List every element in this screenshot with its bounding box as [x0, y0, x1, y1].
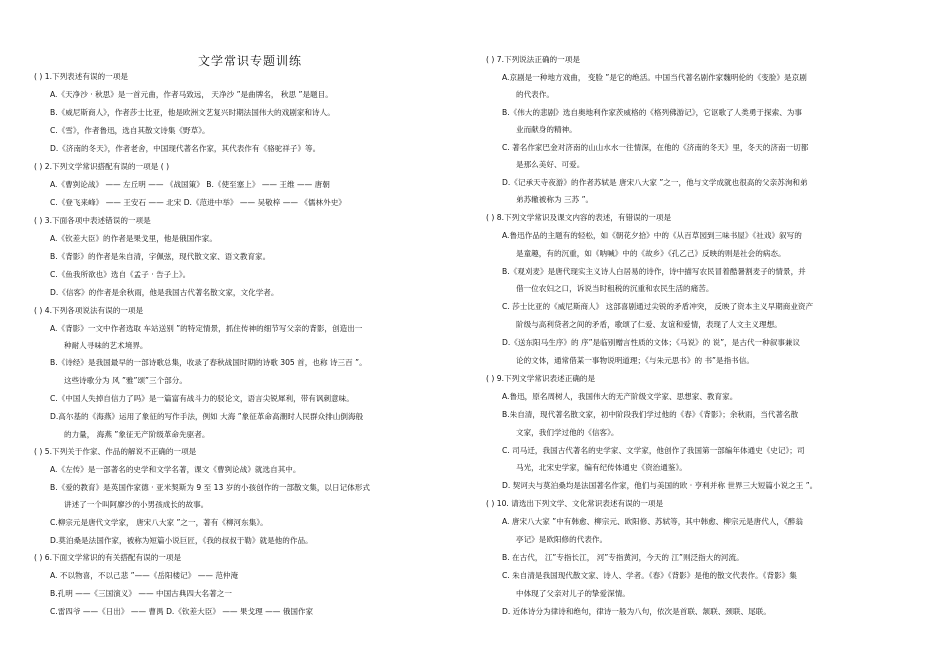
answer-option: D.《信客》的作者是余秋雨，他是我国古代著名散文家，文化学者。 — [50, 288, 279, 297]
option-continuation: 讲述了一个叫阿廖沙的小男孩成长的故事。 — [64, 500, 209, 509]
answer-option: C.《鱼我所欲也》选自《孟子 · 告子上》。 — [50, 270, 191, 279]
answer-option: B. 在古代， 江”专指长江， 河”专指黄河，今天的 江”则泛指大的河流。 — [502, 553, 744, 562]
option-continuation: 的代表作。 — [516, 90, 554, 99]
answer-option: B.《爱的教育》是英国作家德 · 亚米契斯为 9 至 13 岁的小孩创作的一部散文集，以日记体形式 — [50, 483, 370, 492]
question-stem: ( ) 5.下列关于作家、作品的解说不正确的一项是 — [34, 447, 197, 456]
option-continuation: 阶级与高利贷者之间的矛盾，歌颂了仁爱、友谊和爱情，表现了人文主义理想。 — [516, 320, 782, 329]
option-continuation: 亭记》是欧阳修的代表作。 — [516, 535, 608, 544]
answer-option: A.鲁迅作品的主题有的轻松，如《朝花夕拾》中的《从百草园到三味书屋》《社戏》叙写的 — [502, 231, 802, 240]
question-stem: ( ) 1.下列表述有误的一项是 — [34, 72, 128, 81]
answer-option: B.《诗经》是我国最早的一部诗歌总集，收录了春秋战国时期的诗歌 305 首，也称 诗三百 ”。 — [50, 358, 367, 367]
answer-option: C. 司马迁，我国古代著名的史学家、文学家，他创作了我国第一部编年体通史《史记》；司 — [502, 446, 805, 455]
answer-option: C.《雪》，作者鲁迅，选自其散文诗集《野草》。 — [50, 126, 210, 135]
answer-option: C.《登飞来峰》 —— 王安石 —— 北宋 D.《范进中举》 —— 吴敬梓 —— 《儒林外史》 — [50, 198, 346, 207]
answer-option: A.《背影》一文中作者选取 车站送别 ”的特定情景，抓住传神的细节写父亲的背影，创造出一 — [50, 324, 363, 333]
answer-option: D.高尔基的《海燕》运用了象征的写作手法，例如 大海 ”象征革命高潮时人民群众排山倒海般 — [50, 412, 364, 421]
answer-option: A. 不以物喜，不以己悲 ”——《岳阳楼记》 —— 范仲淹 — [50, 571, 239, 580]
page-title: 文学常识专题训练 — [198, 54, 303, 68]
answer-option: D.《记承天寺夜游》的作者苏轼是 唐宋八大家 ”之一，他与文学成就也很高的父亲苏洵和弟 — [502, 178, 808, 187]
answer-option: B.《威尼斯商人》，作者莎士比亚，他是欧洲文艺复兴时期法国伟大的戏剧家和诗人。 — [50, 108, 335, 117]
answer-option: D. 契诃夫与莫泊桑均是法国著名作家，他们与美国的欧 · 亨利并称 世界三大短篇小说之王 ”。 — [502, 481, 818, 490]
answer-option: A. 唐宋八大家 ”中有韩愈、柳宗元、欧阳修、苏轼等，其中韩愈、柳宗元是唐代人，《醉翁 — [502, 517, 803, 526]
option-continuation: 是童趣，有的沉重，如《呐喊》中的《故乡》《孔乙己》反映的则是社会的病态。 — [516, 249, 786, 258]
option-continuation: 这些诗歌分为 风 ”雅”颂”三个部分。 — [64, 376, 187, 385]
option-continuation: 弟苏辙被称为 三苏 ”。 — [516, 195, 594, 204]
option-continuation: 是那么美好、可爱。 — [516, 160, 585, 169]
option-continuation: 业而献身的精神。 — [516, 125, 577, 134]
answer-option: A.鲁迅，原名周树人，我国伟大的无产阶级文学家、思想家、教育家。 — [502, 392, 738, 401]
option-continuation: 种耐人寻味的艺术境界。 — [64, 341, 148, 350]
question-stem: ( ) 2.下列文学常识搭配有误的一项是 ( ) — [34, 162, 170, 171]
answer-option: D. 近体诗分为律诗和绝句，律诗一般为八句，依次是首联、颔联、颈联、尾联。 — [502, 607, 771, 616]
question-stem: ( ) 8.下列文学常识及课文内容的表述，有错误的一项是 — [486, 213, 672, 222]
answer-option: A.京剧是一种地方戏曲， 变脸 ”是它的绝活。中国当代著名剧作家魏明伦的《变脸》是京剧 — [502, 73, 807, 82]
answer-option: B.《背影》的作者是朱自清，字佩弦，现代散文家、语文教育家。 — [50, 252, 271, 261]
question-stem: ( ) 7.下列说法正确的一项是 — [486, 55, 580, 64]
answer-option: B.《观刈麦》是唐代现实主义诗人白居易的诗作，诗中描写农民冒着酷暑割麦子的情景，并 — [502, 267, 806, 276]
answer-option: A.《左传》是一部著名的史学和文学名著，课文《曹刿论战》就选自其中。 — [50, 465, 301, 474]
answer-option: D.莫泊桑是法国作家，被称为短篇小说巨匠，《我的叔叔于勒》就是他的作品。 — [50, 536, 313, 545]
option-continuation: 的力量， 海燕 ”象征无产阶级革命先驱者。 — [64, 430, 210, 439]
answer-option: B.朱自清，现代著名散文家，初中阶段我们学过他的《春》《背影》；余秋雨，当代著名散 — [502, 410, 799, 419]
answer-option: C. 莎士比亚的《威尼斯商人》 这部喜剧通过尖锐的矛盾冲突， 反映了资本主义早期商业资产 — [502, 302, 814, 311]
answer-option: A.《天净沙 · 秋思》是一首元曲，作者马致远， 天净沙 ”是曲牌名， 秋思 ”是题目。 — [50, 90, 333, 99]
option-continuation: 马光，北宋史学家，编有纪传体通史《资治通鉴》。 — [516, 463, 687, 472]
answer-option: C.《中国人失掉自信力了吗》是一篇富有战斗力的驳论文，语言尖锐犀利，带有讽刺意味。 — [50, 394, 354, 403]
answer-option: A.《曹刿论战》 —— 左丘明 —— 《战国策》 B.《使至塞上》 —— 王维 —— 唐朝 — [50, 180, 330, 189]
answer-option: B.《伟大的悲剧》选自奥地利作家茨威格的《格列佛游记》，它讴歌了人类勇于探索、为事 — [502, 108, 802, 117]
answer-option: C.柳宗元是唐代文学家， 唐宋八大家 ”之一，著有《柳河东集》。 — [50, 518, 268, 527]
answer-option: C.雷四爷 ——《日出》 —— 曹禺 D.《钦差大臣》 —— 果戈理 —— 俄国作家 — [50, 607, 314, 616]
option-continuation: 借一位农妇之口，诉说当时租税的沉重和农民生活的痛苦。 — [516, 284, 714, 293]
question-stem: ( ) 4.下列各项说法有误的一项是 — [34, 306, 144, 315]
answer-option: A.《钦差大臣》的作者是果戈里，他是俄国作家。 — [50, 234, 217, 243]
answer-option: D.《送东阳马生序》的 序”是临别赠言性质的文体；《马说》的 说”，是古代一种叙事兼议 — [502, 338, 801, 347]
option-continuation: 论的文体，通常借某一事物说明道理；《与朱元思书》的 书”是指书信。 — [516, 356, 754, 365]
question-stem: ( ) 6.下面文学常识的有关搭配有误的一项是 — [34, 553, 182, 562]
question-stem: ( ) 9.下列文学常识表述正确的是 — [486, 374, 596, 383]
answer-option: C. 朱自清是我国现代散文家、诗人、学者。《春》《背影》是他的散文代表作。《背影》集 — [502, 571, 797, 580]
option-continuation: 文家，我们学过他的《信客》。 — [516, 428, 619, 437]
answer-option: D.《济南的冬天》，作者老舍，中国现代著名作家，其代表作有《骆驼祥子》等。 — [50, 144, 321, 153]
question-stem: ( ) 10. 请选出下列文学、文化常识表述有误的一项是 — [486, 499, 664, 508]
answer-option: B.孔明 ——《三国演义》 —— 中国古典四大名著之一 — [50, 589, 232, 598]
question-stem: ( ) 3.下面各项中表述错误的一项是 — [34, 216, 151, 225]
answer-option: C. 著名作家巴金对济南的山山水水一往情深，在他的《济南的冬天》里，冬天的济南一切都 — [502, 143, 809, 152]
option-continuation: 中体现了父亲对儿子的挚爱深情。 — [516, 589, 630, 598]
